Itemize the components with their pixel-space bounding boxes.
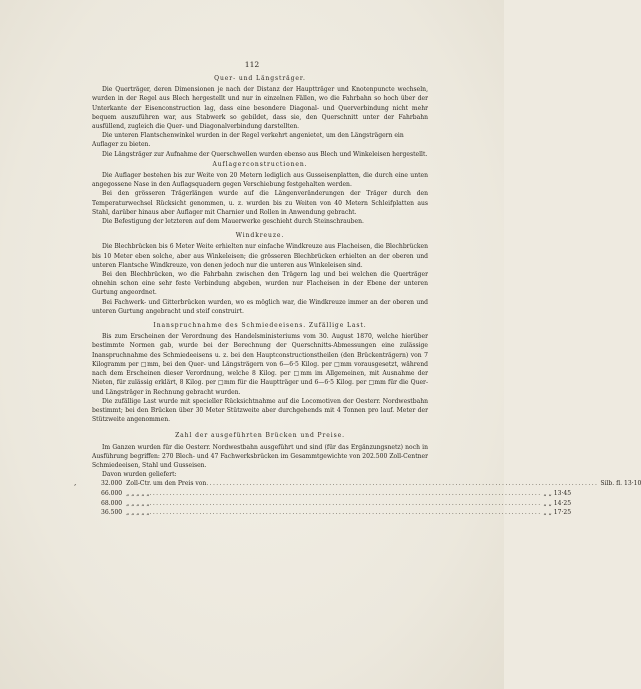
paragraph: Die Befestigung der letzteren auf dem Mauerwerke geschieht durch Steinschrauben. bbox=[102, 218, 364, 226]
paragraph: Die Blechbrücken bis 6 Meter Weite erhielten nur einfache Windkreuze aus Flacheisen, die Blechbrücken bis 10 Meter eben solche, aber aus Winkeleisen; die grösseren Blechbrücken erhielten an der oberen und unteren Flantsche Windkreuze, von denen jedoch nur die unteren aus Winkeleisen sind. bbox=[92, 243, 428, 269]
price-row bbox=[74, 479, 641, 489]
section-heading-windkreuze: Windkreuze. bbox=[235, 232, 285, 240]
section-heading-querträger: Quer- und Längsträger. bbox=[214, 75, 306, 82]
section-heading-inanspruchnahme: Inanspruchnahme des Schmiedeeisens. Zufällige Last. bbox=[153, 322, 367, 330]
price-amount: 66.000 bbox=[101, 489, 123, 497]
price-amount: 68.000 bbox=[101, 499, 123, 507]
price-value: 13·10 bbox=[624, 480, 641, 488]
price-value: 17·25 bbox=[553, 509, 572, 517]
paragraph: Die Längsträger zur Aufnahme der Querschwellen wurden ebenso aus Blech und Winkeleisen hergestellt. bbox=[102, 150, 428, 158]
leader-dots: ...................................................................................................................... bbox=[206, 480, 599, 488]
paragraph: Bis zum Erscheinen der Verordnung des Handelsministeriums vom 30. August 1870, welche hierüber bestimmte Normen gab, wurde bei der Berechnung der Querschnitts-Abmessungen eine zulässige Inanspruchnahme des Schmiedeeisens u. z. bei den Hauptconstructionstheilen (den Brückenträgern) von 7 Kilogramm per □mm, bei den Quer- und Längsträgern von 6—6·5 Kilog. per □mm vorausgesetzt, während nach dem Erscheinen dieser Verordnung, welche 8 Kilog. per □mm im Allgemeinen, mit Ausnahme der Nieten, für zulässig erklärt, 8 Kilog. per □mm für die Hauptträger und 6—6·5 Kilog. per □mm für die Quer- und Längsträger in Rechnung gebracht wurden. bbox=[92, 333, 428, 396]
price-list bbox=[74, 470, 641, 518]
price-row bbox=[92, 489, 572, 499]
paragraph: Die zufällige Last wurde mit specieller Rücksichtnahme auf die Locomotiven der Oesterr. Nordwestbahn bestimmt; bei den Brücken über 30 Meter Stützweite aber durchgehends mit 4 Tonnen pro lauf. Meter der Stützweite angenommen. bbox=[92, 397, 428, 424]
price-amount: 32.000 bbox=[101, 480, 123, 488]
paragraph: Die Querträger, deren Dimensionen je nach der Distanz der Hauptträger und Knotenpuncte wechseln, wurden in der Regel aus Blech hergestellt und nur in einzelnen Fällen, wo die Fahrbahn so hoch über der Unterkante der Eisenconstruction lag, dass eine besondere Diagonal- und Querverbindung nicht mehr bequem auszuführen war, aus Stabwerk so gebildet, dass sie, den Querschnitt unter der Fahrbahn ausfüllend, zugleich die Quer- und Diagonalverbindung darstellten. bbox=[92, 86, 428, 131]
price-unit: „ „ „ „ „ bbox=[126, 489, 150, 497]
price-unit: „ „ „ „ „ bbox=[126, 509, 150, 517]
paragraph: Die Auflager bestehen bis zur Weite von 20 Metern lediglich aus Gusseisenplatten, die durch eine unten angegossene Nase in den Auflagsquadern gegen Verschiebung festgehalten werden. bbox=[92, 172, 428, 189]
section-heading-auflager: Auflagerconstructionen. bbox=[212, 160, 308, 168]
margin-mark: ‚ bbox=[74, 479, 77, 488]
section-heading-zahl-der-bruecken: Zahl der ausgeführten Brücken und Preise. bbox=[175, 432, 345, 440]
page-body bbox=[74, 73, 641, 518]
page-number: 112 bbox=[244, 60, 260, 69]
price-amount: 36.500 bbox=[101, 509, 123, 517]
price-currency: Silb. fl. bbox=[600, 480, 623, 488]
paragraph: Bei den Blechbrücken, wo die Fahrbahn zwischen den Trägern lag und bei welchen die Querträger ohnehin schon eine sehr feste Verbindung abgeben, wurden nur Flacheisen in der Ebene der unteren Gurtung angeordnet. bbox=[92, 271, 428, 297]
price-row bbox=[92, 499, 572, 509]
paragraph: Bei Fachwerk- und Gitterbrücken wurden, wo es möglich war, die Windkreuze immer an der oberen und unteren Gurtung angebracht und steif construirt. bbox=[92, 298, 428, 315]
paragraph: Im Ganzen wurden für die Oesterr. Nordwestbahn ausgeführt und sind (für das Ergänzungsnetz) noch in Ausführung begriffen: 270 Blech- und 47 Fachwerksbrücken im Gesammtgewichte von 202.500 Zoll-Centner Schmiedeeisen, Stahl und Gusseisen. bbox=[92, 443, 428, 469]
price-unit: „ „ „ „ „ bbox=[126, 499, 150, 507]
price-currency: „ „ bbox=[543, 499, 552, 507]
leader-dots: ...................................................................................................................... bbox=[149, 499, 542, 507]
paragraph: Bei den grösseren Trägerlängen wurde auf die Längenveränderungen der Träger durch den Temperaturwechsel Rücksicht genommen, u. z. wurden bis zu Weiten von 40 Metern Schleifplatten aus Stahl, darüber hinaus aber Auflager mit Charnier und Rollen in Anwendung gebracht. bbox=[92, 190, 428, 216]
leader-dots: ...................................................................................................................... bbox=[149, 489, 542, 497]
leader-dots: ...................................................................................................................... bbox=[149, 509, 542, 517]
price-list-intro: Davon wurden geliefert: bbox=[102, 471, 177, 479]
price-value: 14·25 bbox=[553, 499, 572, 507]
paragraph: Die unteren Flantschenwinkel wurden in der Regel verkehrt angenietet, um den Längsträgern ein Auflager zu bieten. bbox=[92, 132, 404, 149]
price-value: 13·45 bbox=[553, 489, 572, 497]
price-row bbox=[92, 508, 572, 518]
price-currency: „ „ bbox=[543, 489, 552, 497]
price-currency: „ „ bbox=[543, 509, 552, 517]
price-unit: Zoll-Ctr. um den Preis von bbox=[126, 480, 207, 488]
